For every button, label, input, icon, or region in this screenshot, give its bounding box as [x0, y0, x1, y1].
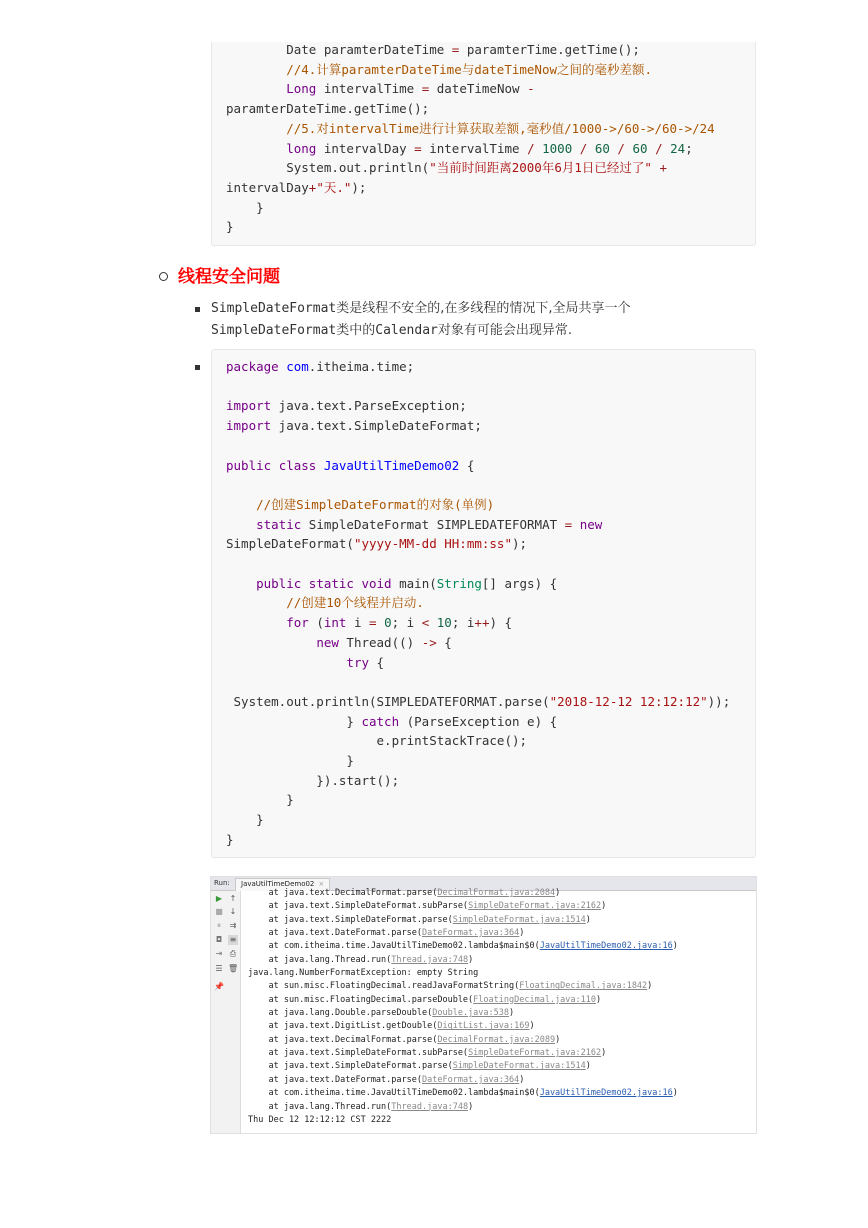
code-line: import java.text.ParseException; — [226, 398, 467, 414]
console-tab-label: JavaUtilTimeDemo02 — [241, 880, 315, 888]
layout-icon[interactable]: ☰ — [215, 964, 223, 973]
paragraph-text-3: 对象有可能会出现异常. — [437, 323, 573, 338]
code-line: paramterDateTime.getTime(); — [226, 101, 430, 117]
code-block-1-text — [226, 40, 715, 237]
code-line: } — [226, 831, 234, 847]
code-line: Date paramterDateTime = paramterTime.getTime(); — [226, 42, 640, 57]
run-icon[interactable]: ▶ — [215, 894, 223, 903]
stack-trace-link[interactable]: Double.java:538 — [432, 1008, 509, 1019]
stack-trace-link[interactable]: JavaUtilTimeDemo02.java:16 — [539, 1088, 673, 1099]
code-line: import java.text.SimpleDateFormat; — [226, 418, 482, 434]
section-paragraph — [211, 298, 756, 342]
inline-code-simpledateformat: SimpleDateFormat — [211, 301, 337, 316]
stack-trace-link[interactable]: SimpleDateFormat.java:1514 — [452, 914, 586, 925]
pause-icon[interactable]: ⏸ — [217, 921, 221, 930]
camera-icon[interactable]: ◘ — [215, 935, 223, 944]
stack-trace-link[interactable]: DecimalFormat.java:2084 — [437, 888, 556, 898]
stack-trace-link[interactable]: SimpleDateFormat.java:1514 — [452, 1061, 586, 1072]
code-line: //创建10个线程并启动. — [286, 595, 424, 611]
console-line: at java.text.DecimalFormat.parse(DecimalFormat.java:2089) — [248, 1034, 561, 1045]
console-line: at java.text.DateFormat.parse(DateFormat.java:364) — [248, 1074, 525, 1085]
stack-trace-link[interactable]: DateFormat.java:364 — [422, 928, 520, 939]
stack-trace-link[interactable]: Thread.java:748 — [391, 954, 469, 965]
stack-trace-link[interactable]: SimpleDateFormat.java:2162 — [468, 901, 602, 912]
code-line: SimpleDateFormat("yyyy-MM-dd HH:mm:ss"); — [226, 536, 528, 552]
console-line: at java.text.SimpleDateFormat.parse(SimpleDateFormat.java:1514) — [248, 914, 591, 925]
console-line: at sun.misc.FloatingDecimal.parseDouble(FloatingDecimal.java:110) — [248, 994, 602, 1005]
code-line: } — [226, 219, 234, 235]
heading-bullet — [159, 272, 168, 281]
console-line: Thu Dec 12 12:12:12 CST 2222 — [248, 1114, 392, 1125]
code-line: System.out.println(SIMPLEDATEFORMAT.parse("2018-12-12 12:12:12")); — [226, 693, 731, 709]
paragraph-bullet — [195, 307, 200, 312]
console-line: at java.text.DigitList.getDouble(DigitList.java:169) — [248, 1021, 535, 1032]
code-line: System.out.println("当前时间距离2000年6月1日已经过了" + — [226, 160, 667, 176]
stack-trace-link[interactable]: FloatingDecimal.java:1842 — [519, 981, 648, 992]
code-line: public class JavaUtilTimeDemo02 { — [226, 457, 475, 473]
console-line: at com.itheima.time.JavaUtilTimeDemo02.lambda$main$0(JavaUtilTimeDemo02.java:16) — [248, 1088, 678, 1099]
code-line: } catch (ParseException e) { — [226, 713, 558, 729]
code-line: for (int i = 0; i < 10; i++) { — [286, 615, 513, 631]
code-line: } — [226, 812, 264, 828]
stack-trace-link[interactable]: JavaUtilTimeDemo02.java:16 — [539, 941, 673, 952]
exit-icon[interactable]: ⇥ — [215, 949, 223, 958]
stack-trace-link[interactable]: Thread.java:748 — [391, 1101, 469, 1112]
code-line: //4.计算paramterDateTime与dateTimeNow之间的毫秒差额. — [286, 61, 653, 77]
stack-trace-link[interactable]: FloatingDecimal.java:110 — [473, 994, 596, 1005]
section-heading: 线程安全问题 — [178, 267, 280, 287]
run-label: Run: — [214, 879, 230, 887]
code-line: e.printStackTrace(); — [226, 733, 528, 749]
code-line: //5.对intervalTime进行计算获取差额,毫秒值/1000->/60->/60->/24 — [286, 120, 715, 136]
console-line: java.lang.NumberFormatException: empty String — [248, 968, 479, 979]
code-line: static SimpleDateFormat SIMPLEDATEFORMAT = new — [256, 516, 603, 532]
stack-trace-link[interactable]: DigitList.java:169 — [437, 1021, 530, 1032]
paragraph-text-2: 类中的 — [336, 323, 376, 338]
down-arrow-icon[interactable]: ↓ — [229, 907, 237, 916]
code-line: try { — [346, 654, 385, 670]
stack-trace-link[interactable]: DecimalFormat.java:2089 — [437, 1034, 556, 1045]
console-line: at com.itheima.time.JavaUtilTimeDemo02.lambda$main$0(JavaUtilTimeDemo02.java:16) — [248, 941, 678, 952]
scroll-end-icon[interactable]: ≡ — [229, 935, 237, 944]
code-line: Long intervalTime = dateTimeNow - — [286, 81, 535, 97]
console-toolbar — [211, 891, 241, 1134]
code-line: }).start(); — [226, 772, 400, 788]
code-line: } — [226, 792, 294, 808]
print-icon[interactable]: ⎙ — [229, 949, 237, 958]
code-line: //创建SimpleDateFormat的对象(单例) — [256, 496, 495, 512]
console-line: at java.lang.Thread.run(Thread.java:748) — [248, 1101, 474, 1112]
wrap-icon[interactable]: ⇉ — [229, 921, 237, 930]
code-line: long intervalDay = intervalTime / 1000 / 60 / 60 / 24; — [286, 140, 693, 156]
code-block-2 — [211, 349, 756, 858]
stack-trace-link[interactable]: DateFormat.java:364 — [422, 1074, 520, 1085]
code-line: } — [226, 199, 264, 215]
code-bullet — [195, 365, 200, 370]
console-line: at sun.misc.FloatingDecimal.readJavaFormatString(FloatingDecimal.java:1842) — [248, 981, 653, 992]
pin-icon[interactable]: 📌 — [214, 982, 224, 991]
code-line: package com.itheima.time; — [226, 359, 415, 374]
code-block-1 — [211, 42, 756, 246]
console-output — [248, 887, 678, 1127]
console-line: at java.text.DecimalFormat.parse(DecimalFormat.java:2084) — [248, 888, 561, 898]
console-line: at java.text.SimpleDateFormat.subParse(SimpleDateFormat.java:2162) — [248, 1048, 607, 1059]
console-line: at java.lang.Thread.run(Thread.java:748) — [248, 954, 474, 965]
inline-code-calendar: Calendar — [375, 323, 438, 338]
code-block-2-text — [226, 357, 730, 850]
code-line: intervalDay+"天."); — [226, 179, 367, 195]
paragraph-text-1: 类是线程不安全的,在多线程的情况下,全局共享一个 — [336, 301, 631, 316]
code-line: public static void main(String[] args) { — [256, 575, 558, 591]
console-line: at java.text.DateFormat.parse(DateFormat.java:364) — [248, 928, 525, 939]
console-line: at java.text.SimpleDateFormat.subParse(SimpleDateFormat.java:2162) — [248, 901, 607, 912]
up-arrow-icon[interactable]: ↑ — [229, 894, 237, 903]
trash-icon[interactable]: 🗑 — [228, 964, 239, 973]
code-line: new Thread(() -> { — [316, 634, 452, 650]
inline-code-simpledateformat-2: SimpleDateFormat — [211, 323, 337, 338]
stop-icon[interactable]: ■ — [215, 907, 223, 916]
stack-trace-link[interactable]: SimpleDateFormat.java:2162 — [468, 1048, 602, 1059]
console-screenshot — [210, 876, 757, 1134]
code-line: } — [226, 753, 354, 769]
console-line: at java.text.SimpleDateFormat.parse(SimpleDateFormat.java:1514) — [248, 1061, 591, 1072]
close-icon[interactable]: × — [318, 880, 325, 888]
console-line: at java.lang.Double.parseDouble(Double.java:538) — [248, 1008, 515, 1019]
